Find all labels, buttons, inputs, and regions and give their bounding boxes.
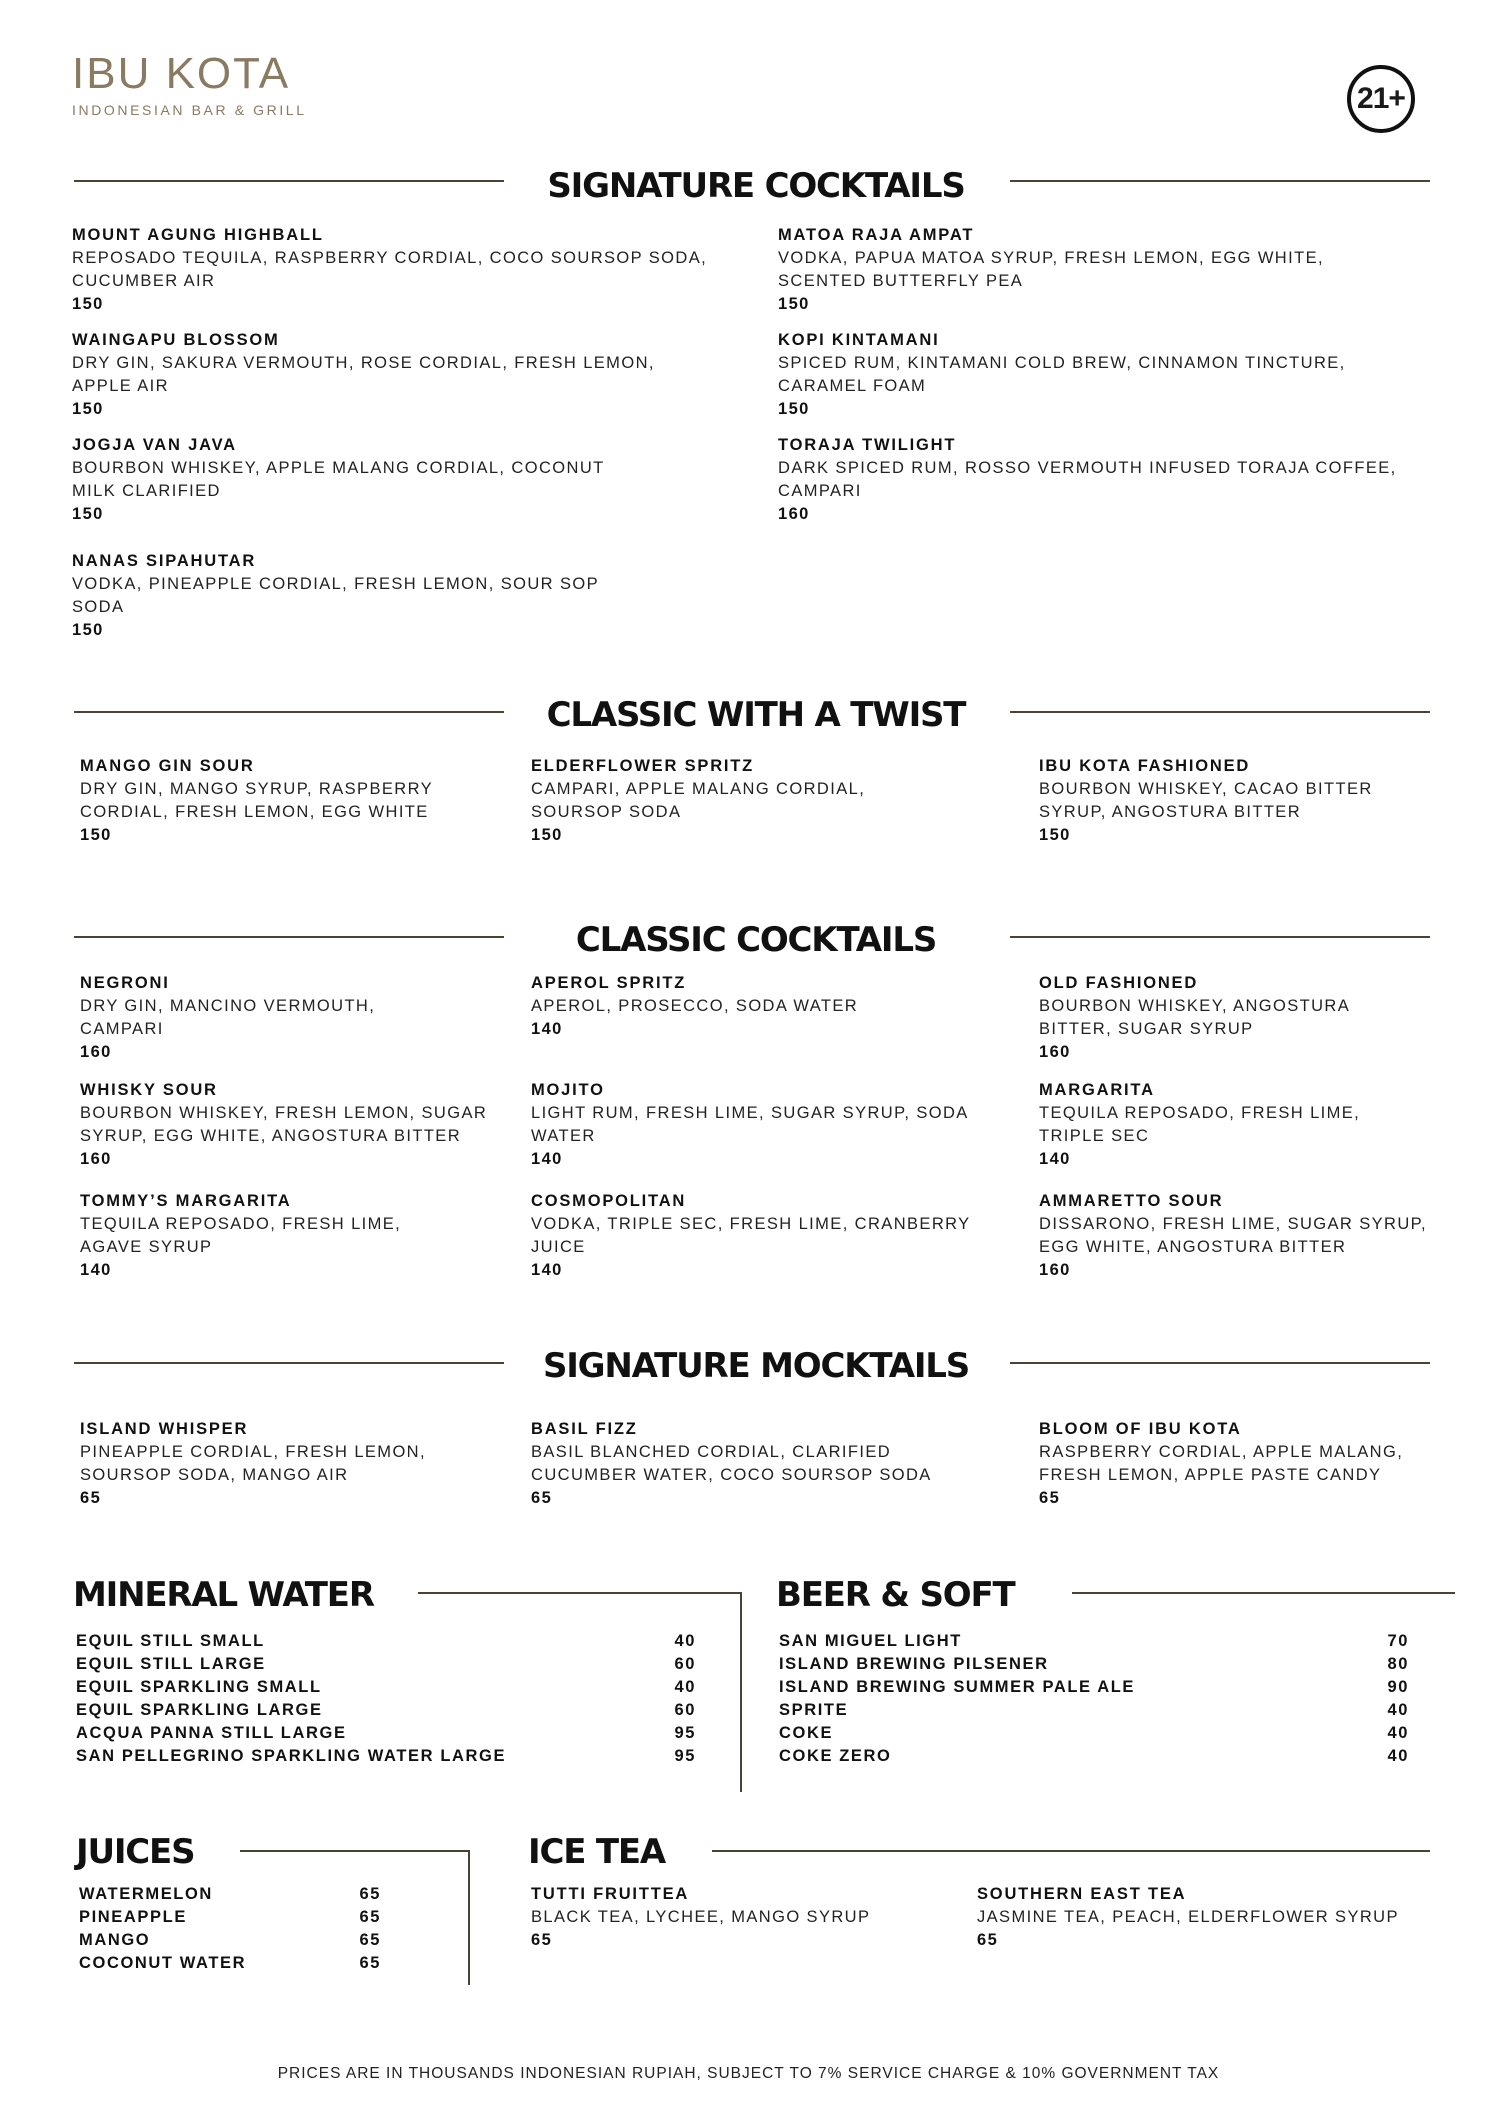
section-title-juices: JUICES <box>76 1832 195 1872</box>
item-name: EQUIL STILL LARGE <box>76 1655 266 1673</box>
item-price: 150 <box>778 400 810 418</box>
item-name: NEGRONI <box>80 974 170 992</box>
item-name: ISLAND BREWING SUMMER PALE ALE <box>779 1678 1135 1696</box>
menu-item <box>1039 1079 1389 1171</box>
list-item <box>76 1699 696 1722</box>
section-title-signature-mocktails: SIGNATURE MOCKTAILS <box>542 1346 970 1386</box>
item-price: 60 <box>674 1655 696 1673</box>
item-price: 65 <box>359 1931 381 1949</box>
item-price: 65 <box>359 1954 381 1972</box>
section-rule <box>1010 711 1430 713</box>
item-name: KOPI KINTAMANI <box>778 331 940 349</box>
item-name: COKE <box>779 1724 834 1742</box>
item-name: WATERMELON <box>79 1885 213 1903</box>
item-description: REPOSADO TEQUILA, RASPBERRY CORDIAL, COCO SOURSOP SODA, CUCUMBER AIR <box>72 249 708 290</box>
item-name: EQUIL SPARKLING LARGE <box>76 1701 323 1719</box>
brand-tagline: INDONESIAN BAR & GRILL <box>72 102 307 118</box>
list-item <box>79 1952 381 1975</box>
item-description: JASMINE TEA, PEACH, ELDERFLOWER SYRUP <box>977 1908 1399 1926</box>
item-price: 65 <box>977 1931 999 1949</box>
item-price: 40 <box>674 1632 696 1650</box>
section-title-classic-with-a-twist: CLASSIC WITH A TWIST <box>546 695 966 735</box>
section-title-mineral-water: MINERAL WATER <box>73 1575 374 1615</box>
item-name: ACQUA PANNA STILL LARGE <box>76 1724 347 1742</box>
item-price: 140 <box>80 1261 112 1279</box>
item-description: BASIL BLANCHED CORDIAL, CLARIFIED CUCUMBER WATER, COCO SOURSOP SODA <box>531 1443 932 1484</box>
item-price: 90 <box>1387 1678 1409 1696</box>
section-rule <box>1010 180 1430 182</box>
item-description: TEQUILA REPOSADO, FRESH LIME, AGAVE SYRUP <box>80 1215 402 1256</box>
menu-item <box>778 224 1398 316</box>
menu-item <box>80 755 470 847</box>
brand-logo: IBU KOTA <box>72 49 291 98</box>
list-item <box>76 1630 696 1653</box>
section-rule <box>1010 1362 1430 1364</box>
item-name: SOUTHERN EAST TEA <box>977 1885 1187 1903</box>
item-name: COCONUT WATER <box>79 1954 247 1972</box>
section-title-classic-cocktails: CLASSIC COCKTAILS <box>575 920 937 960</box>
item-price: 80 <box>1387 1655 1409 1673</box>
item-price: 160 <box>80 1150 112 1168</box>
item-name: TUTTI FRUITTEA <box>531 1885 690 1903</box>
menu-item <box>531 972 1001 1041</box>
item-name: MANGO <box>79 1931 151 1949</box>
menu-item <box>778 434 1438 526</box>
item-name: SAN PELLEGRINO SPARKLING WATER LARGE <box>76 1747 507 1765</box>
item-description: PINEAPPLE CORDIAL, FRESH LEMON, SOURSOP SODA, MANGO AIR <box>80 1443 426 1484</box>
menu-item <box>977 1883 1437 1952</box>
item-price: 60 <box>674 1701 696 1719</box>
item-name: OLD FASHIONED <box>1039 974 1199 992</box>
item-price: 140 <box>531 1020 563 1038</box>
menu-item <box>1039 972 1379 1064</box>
item-name: WHISKY SOUR <box>80 1081 218 1099</box>
section-rule <box>1010 936 1430 938</box>
menu-item <box>1039 1418 1459 1510</box>
menu-item <box>778 329 1398 421</box>
item-description: DRY GIN, MANGO SYRUP, RASPBERRY CORDIAL, FRESH LEMON, EGG WHITE <box>80 780 433 821</box>
item-price: 40 <box>1387 1724 1409 1742</box>
menu-item <box>1039 755 1419 847</box>
menu-item <box>80 1079 520 1171</box>
menu-item <box>80 972 430 1064</box>
item-price: 150 <box>778 295 810 313</box>
item-name: PINEAPPLE <box>79 1908 187 1926</box>
item-name: MATOA RAJA AMPAT <box>778 226 975 244</box>
item-price: 160 <box>80 1043 112 1061</box>
list-item <box>79 1883 381 1906</box>
item-price: 150 <box>1039 826 1071 844</box>
item-description: VODKA, PINEAPPLE CORDIAL, FRESH LEMON, SOUR SOP SODA <box>72 575 599 616</box>
item-description: DRY GIN, MANCINO VERMOUTH, CAMPARI <box>80 997 376 1038</box>
list-item <box>76 1745 696 1768</box>
list-item <box>779 1653 1409 1676</box>
item-description: BOURBON WHISKEY, APPLE MALANG CORDIAL, COCONUT MILK CLARIFIED <box>72 459 605 500</box>
item-name: JOGJA VAN JAVA <box>72 436 237 454</box>
menu-item <box>1039 1190 1459 1282</box>
item-name: MOJITO <box>531 1081 605 1099</box>
list-item <box>779 1676 1409 1699</box>
item-price: 150 <box>72 400 104 418</box>
item-price: 160 <box>1039 1043 1071 1061</box>
item-price: 150 <box>72 621 104 639</box>
list-item <box>76 1722 696 1745</box>
price-list-mineral-water <box>76 1630 696 1768</box>
item-description: CAMPARI, APPLE MALANG CORDIAL, SOURSOP SODA <box>531 780 866 821</box>
item-price: 70 <box>1387 1632 1409 1650</box>
item-name: IBU KOTA FASHIONED <box>1039 757 1251 775</box>
item-price: 65 <box>359 1885 381 1903</box>
section-rule <box>240 1850 470 1852</box>
list-item <box>76 1676 696 1699</box>
list-item <box>79 1906 381 1929</box>
section-title-beer-soft: BEER & SOFT <box>776 1575 1015 1615</box>
item-name: EQUIL STILL SMALL <box>76 1632 265 1650</box>
section-divider <box>740 1592 742 1792</box>
item-price: 65 <box>531 1931 553 1949</box>
item-description: RASPBERRY CORDIAL, APPLE MALANG, FRESH LEMON, APPLE PASTE CANDY <box>1039 1443 1404 1484</box>
item-name: EQUIL SPARKLING SMALL <box>76 1678 322 1696</box>
item-price: 160 <box>1039 1261 1071 1279</box>
price-list-beer-soft <box>779 1630 1409 1768</box>
section-divider <box>468 1850 470 1985</box>
menu-item <box>72 224 752 316</box>
section-rule <box>74 180 504 182</box>
section-rule <box>712 1850 1430 1852</box>
menu-item <box>531 1190 1001 1282</box>
item-description: DRY GIN, SAKURA VERMOUTH, ROSE CORDIAL, FRESH LEMON, APPLE AIR <box>72 354 655 395</box>
list-item <box>779 1699 1409 1722</box>
item-price: 140 <box>1039 1150 1071 1168</box>
item-description: BOURBON WHISKEY, CACAO BITTER SYRUP, ANGOSTURA BITTER <box>1039 780 1373 821</box>
item-price: 150 <box>72 505 104 523</box>
item-price: 40 <box>674 1678 696 1696</box>
section-rule <box>74 711 504 713</box>
item-price: 160 <box>778 505 810 523</box>
menu-item <box>531 755 921 847</box>
item-name: BASIL FIZZ <box>531 1420 638 1438</box>
item-description: BOURBON WHISKEY, ANGOSTURA BITTER, SUGAR SYRUP <box>1039 997 1350 1038</box>
item-description: TEQUILA REPOSADO, FRESH LIME, TRIPLE SEC <box>1039 1104 1361 1145</box>
list-item <box>779 1722 1409 1745</box>
item-price: 140 <box>531 1150 563 1168</box>
list-item <box>779 1630 1409 1653</box>
item-description: VODKA, TRIPLE SEC, FRESH LIME, CRANBERRY JUICE <box>531 1215 971 1256</box>
item-price: 65 <box>531 1489 553 1507</box>
item-description: DARK SPICED RUM, ROSSO VERMOUTH INFUSED TORAJA COFFEE, CAMPARI <box>778 459 1397 500</box>
item-price: 150 <box>531 826 563 844</box>
item-name: ELDERFLOWER SPRITZ <box>531 757 755 775</box>
menu-item <box>531 1883 951 1952</box>
menu-item <box>531 1079 1001 1171</box>
menu-item <box>72 329 712 421</box>
menu-item <box>531 1418 961 1510</box>
item-name: MARGARITA <box>1039 1081 1155 1099</box>
item-name: WAINGAPU BLOSSOM <box>72 331 280 349</box>
item-name: SAN MIGUEL LIGHT <box>779 1632 962 1650</box>
price-list-juices <box>79 1883 381 1975</box>
item-description: DISSARONO, FRESH LIME, SUGAR SYRUP, EGG WHITE, ANGOSTURA BITTER <box>1039 1215 1427 1256</box>
item-price: 95 <box>674 1747 696 1765</box>
list-item <box>76 1653 696 1676</box>
section-rule <box>418 1592 742 1594</box>
item-price: 40 <box>1387 1747 1409 1765</box>
section-rule <box>1072 1592 1455 1594</box>
item-description: BLACK TEA, LYCHEE, MANGO SYRUP <box>531 1908 871 1926</box>
item-price: 150 <box>80 826 112 844</box>
item-name: ISLAND BREWING PILSENER <box>779 1655 1049 1673</box>
list-item <box>79 1929 381 1952</box>
section-title-ice-tea: ICE TEA <box>528 1832 665 1872</box>
section-rule <box>74 936 504 938</box>
menu-item <box>72 550 632 642</box>
list-item <box>779 1745 1409 1768</box>
item-description: APEROL, PROSECCO, SODA WATER <box>531 997 859 1015</box>
section-title-signature-cocktails: SIGNATURE COCKTAILS <box>547 166 965 206</box>
item-name: ISLAND WHISPER <box>80 1420 249 1438</box>
item-name: TORAJA TWILIGHT <box>778 436 957 454</box>
item-name: TOMMY’S MARGARITA <box>80 1192 292 1210</box>
age-restriction-badge: 21+ <box>1347 65 1415 133</box>
item-name: SPRITE <box>779 1701 849 1719</box>
item-price: 150 <box>72 295 104 313</box>
item-description: BOURBON WHISKEY, FRESH LEMON, SUGAR SYRUP, EGG WHITE, ANGOSTURA BITTER <box>80 1104 488 1145</box>
item-description: LIGHT RUM, FRESH LIME, SUGAR SYRUP, SODA WATER <box>531 1104 968 1145</box>
item-price: 140 <box>531 1261 563 1279</box>
item-price: 95 <box>674 1724 696 1742</box>
item-description: VODKA, PAPUA MATOA SYRUP, FRESH LEMON, EGG WHITE, SCENTED BUTTERFLY PEA <box>778 249 1324 290</box>
item-name: NANAS SIPAHUTAR <box>72 552 257 570</box>
item-price: 65 <box>80 1489 102 1507</box>
item-name: BLOOM OF IBU KOTA <box>1039 1420 1242 1438</box>
item-price: 65 <box>1039 1489 1061 1507</box>
item-description: SPICED RUM, KINTAMANI COLD BREW, CINNAMON TINCTURE, CARAMEL FOAM <box>778 354 1346 395</box>
item-name: AMMARETTO SOUR <box>1039 1192 1224 1210</box>
item-name: COSMOPOLITAN <box>531 1192 687 1210</box>
footer-note: PRICES ARE IN THOUSANDS INDONESIAN RUPIAH, SUBJECT TO 7% SERVICE CHARGE & 10% GOVERNMENT TAX <box>277 2065 1220 2082</box>
section-rule <box>74 1362 504 1364</box>
menu-item <box>80 1190 460 1282</box>
item-price: 65 <box>359 1908 381 1926</box>
menu-item <box>72 434 652 526</box>
item-name: MOUNT AGUNG HIGHBALL <box>72 226 324 244</box>
item-name: COKE ZERO <box>779 1747 892 1765</box>
item-name: APEROL SPRITZ <box>531 974 687 992</box>
item-name: MANGO GIN SOUR <box>80 757 255 775</box>
menu-item <box>80 1418 480 1510</box>
item-price: 40 <box>1387 1701 1409 1719</box>
